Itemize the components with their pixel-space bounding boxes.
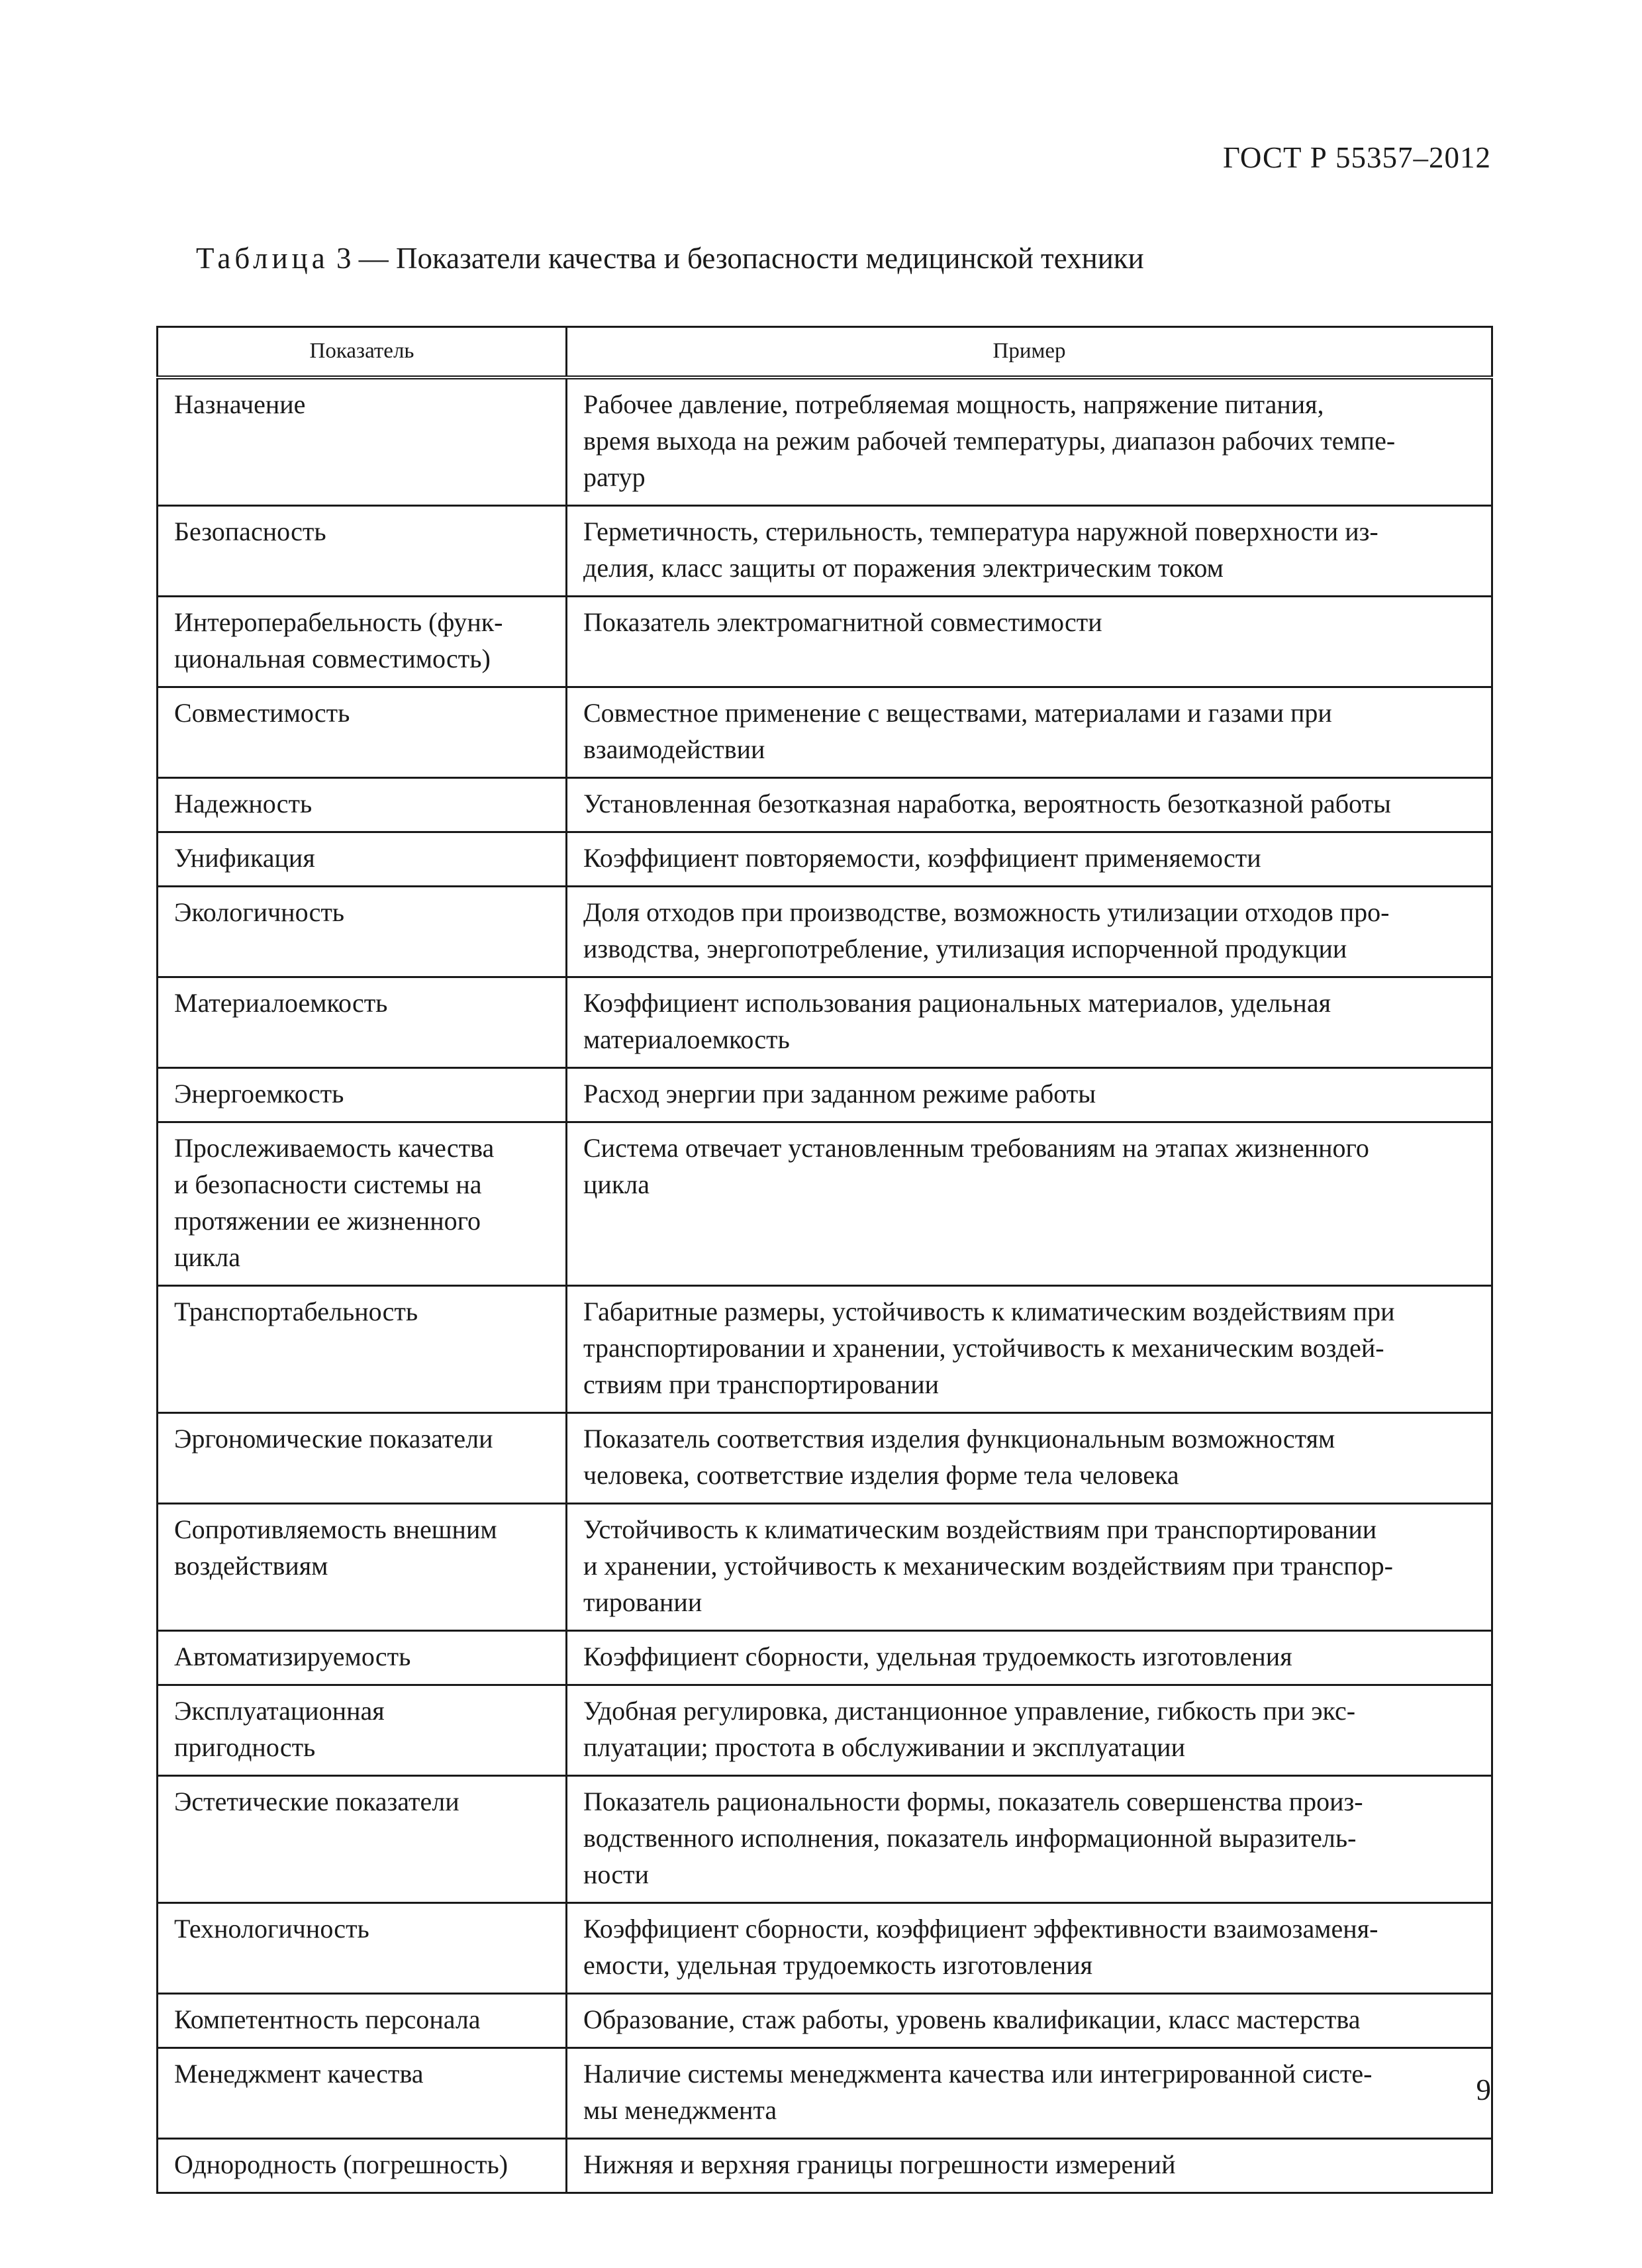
example-cell: Удобная регулировка, дистанционное управление, гибкость при экс- плуатации; простота в обслуживании и эксплуатации [567,1685,1492,1776]
table-row [158,1122,1492,1286]
indicator-cell: Менеджмент качества [158,2048,567,2139]
example-cell: Устойчивость к климатическим воздействиям при транспортировании и хранении, устойчивость к механическим воздействиям при транспор- тировании [567,1504,1492,1631]
column-header-indicator: Показатель [158,327,567,378]
example-cell: Наличие системы менеджмента качества или интегрированной систе- мы менеджмента [567,2048,1492,2139]
table-row [158,1504,1492,1631]
table-row [158,1413,1492,1504]
table-row [158,377,1492,506]
example-cell: Коэффициент сборности, коэффициент эффективности взаимозаменя- емости, удельная трудоемкость изготовления [567,1903,1492,1994]
table-row [158,1631,1492,1685]
table-row [158,687,1492,778]
indicator-cell: Эргономические показатели [158,1413,567,1504]
table-caption [196,241,1144,275]
table-row [158,2139,1492,2193]
table-row [158,887,1492,977]
table-caption-text: 3 — Показатели качества и безопасности медицинской техники [328,242,1144,275]
example-cell: Коэффициент сборности, удельная трудоемкость изготовления [567,1631,1492,1685]
example-cell: Система отвечает установленным требованиям на этапах жизненного цикла [567,1122,1492,1286]
table-row [158,1903,1492,1994]
indicator-cell: Энергоемкость [158,1068,567,1122]
example-cell: Доля отходов при производстве, возможность утилизации отходов про- изводства, энергопотребление, утилизация испорченной продукции [567,887,1492,977]
table-row [158,1776,1492,1903]
example-cell: Показатель рациональности формы, показатель совершенства произ- водственного исполнения, показатель информационной выразитель- ности [567,1776,1492,1903]
table-header-row [158,327,1492,378]
indicator-cell: Компетентность персонала [158,1994,567,2048]
example-cell: Герметичность, стерильность, температура наружной поверхности из- делия, класс защиты от поражения электрическим током [567,506,1492,597]
example-cell: Габаритные размеры, устойчивость к климатическим воздействиям при транспортировании и хранении, устойчивость к механическим воздей- ствиям при транспортировании [567,1286,1492,1413]
indicator-cell: Эксплуатационная пригодность [158,1685,567,1776]
example-cell: Установленная безотказная наработка, вероятность безотказной работы [567,778,1492,832]
indicator-cell: Технологичность [158,1903,567,1994]
table-row [158,1994,1492,2048]
indicator-cell: Унификация [158,832,567,887]
page-number: 9 [1476,2073,1491,2106]
table-row [158,1286,1492,1413]
example-cell: Показатель соответствия изделия функциональным возможностям человека, соответствие изделия форме тела человека [567,1413,1492,1504]
example-cell: Нижняя и верхняя границы погрешности измерений [567,2139,1492,2193]
table-caption-prefix: Таблица [196,242,329,275]
indicator-cell: Автоматизируемость [158,1631,567,1685]
table-body [158,377,1492,2193]
indicator-cell: Прослеживаемость качества и безопасности системы на протяжении ее жизненного цикла [158,1122,567,1286]
indicator-cell: Совместимость [158,687,567,778]
table-row [158,778,1492,832]
example-cell: Образование, стаж работы, уровень квалификации, класс мастерства [567,1994,1492,2048]
table-row [158,506,1492,597]
indicators-table [156,326,1493,2194]
example-cell: Расход энергии при заданном режиме работы [567,1068,1492,1122]
table-row [158,1068,1492,1122]
table-row [158,2048,1492,2139]
column-header-example: Пример [567,327,1492,378]
example-cell: Показатель электромагнитной совместимости [567,597,1492,687]
table-row [158,977,1492,1068]
example-cell: Рабочее давление, потребляемая мощность, напряжение питания, время выхода на режим рабочей температуры, диапазон рабочих темпе- ратур [567,377,1492,506]
example-cell: Коэффициент повторяемости, коэффициент применяемости [567,832,1492,887]
indicator-cell: Однородность (погрешность) [158,2139,567,2193]
example-cell: Коэффициент использования рациональных материалов, удельная материалоемкость [567,977,1492,1068]
example-cell: Совместное применение с веществами, материалами и газами при взаимодействии [567,687,1492,778]
indicator-cell: Эстетические показатели [158,1776,567,1903]
table-row [158,832,1492,887]
indicator-cell: Назначение [158,377,567,506]
indicator-cell: Безопасность [158,506,567,597]
table-row [158,1685,1492,1776]
document-header: ГОСТ Р 55357–2012 [1223,141,1491,174]
indicator-cell: Транспортабельность [158,1286,567,1413]
indicator-cell: Надежность [158,778,567,832]
indicator-cell: Экологичность [158,887,567,977]
table-row [158,597,1492,687]
indicator-cell: Интероперабельность (функ- циональная совместимость) [158,597,567,687]
indicator-cell: Сопротивляемость внешним воздействиям [158,1504,567,1631]
indicator-cell: Материалоемкость [158,977,567,1068]
